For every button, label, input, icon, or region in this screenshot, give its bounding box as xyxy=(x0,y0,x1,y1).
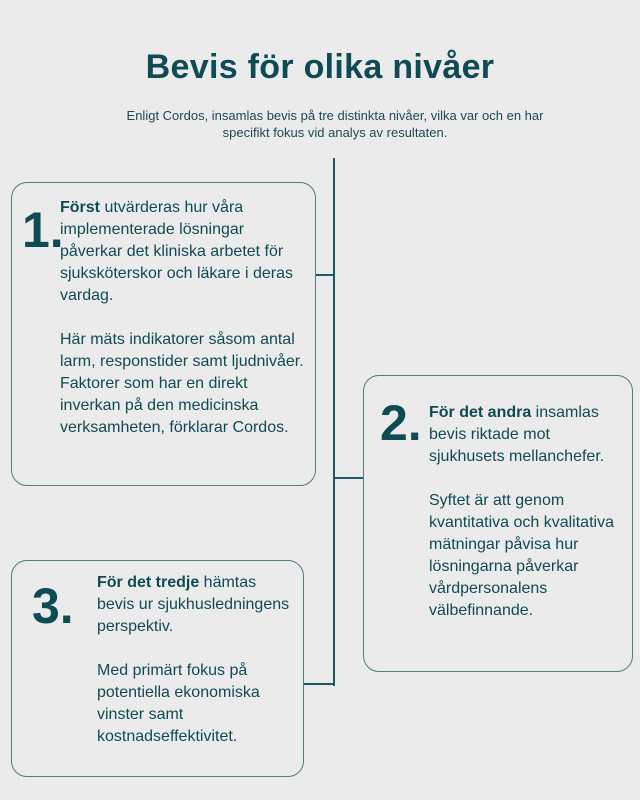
level-2-text xyxy=(429,402,629,622)
level-1-lead xyxy=(60,197,310,307)
level-3-lead xyxy=(97,572,297,638)
level-2-number: 2. xyxy=(380,395,422,451)
level-3-text xyxy=(97,572,297,748)
level-1-paragraph-2: Här mäts indikatorer såsom antal larm, responstider samt ljudnivåer. xyxy=(60,331,304,370)
level-3-lead-rest: hämtas bevis ur sjukhusledningens perspektiv. xyxy=(97,574,290,635)
page-title: Bevis för olika nivåer xyxy=(145,48,495,86)
level-1-lead-rest: utvärderas hur våra implementerade lösningar påverkar det kliniska arbetet för sjuksköterskor och läkare i deras vardag. xyxy=(60,199,293,304)
level-1-card xyxy=(11,182,316,486)
level-3-number: 3. xyxy=(32,578,74,634)
level-2-paragraph-2: Syftet är att genom kvantitativa och kvalitativa mätningar påvisa hur lösningarna påverkar vårdpersonalens välbefinnande. xyxy=(429,492,614,619)
level-3-card xyxy=(11,560,304,777)
level-1-paragraph-3: Faktorer som har en direkt inverkan på den medicinska verksamheten, förklarar Cordos. xyxy=(60,375,289,436)
page-subtitle: Enligt Cordos, insamlas bevis på tre distinkta nivåer, vilka var och en har specifikt fokus vid analys av resultaten. xyxy=(126,108,544,140)
level-3-lead-bold: För det tredje xyxy=(97,574,200,591)
connector-level-2 xyxy=(334,477,364,479)
level-1-number: 1. xyxy=(22,202,64,258)
connector-level-3 xyxy=(303,683,334,685)
level-2-card xyxy=(363,375,633,672)
level-3-paragraph-2: Med primärt fokus på potentiella ekonomiska vinster samt kostnadseffektivitet. xyxy=(97,662,260,745)
level-2-lead-bold: För det andra xyxy=(429,404,532,421)
timeline-vertical-line xyxy=(333,158,335,686)
level-2-lead xyxy=(429,402,629,468)
connector-level-1 xyxy=(315,274,334,276)
level-1-text xyxy=(60,197,310,439)
level-1-lead-bold: Först xyxy=(60,199,100,216)
level-2-lead-rest: insamlas bevis riktade mot sjukhusets mellanchefer. xyxy=(429,404,605,465)
